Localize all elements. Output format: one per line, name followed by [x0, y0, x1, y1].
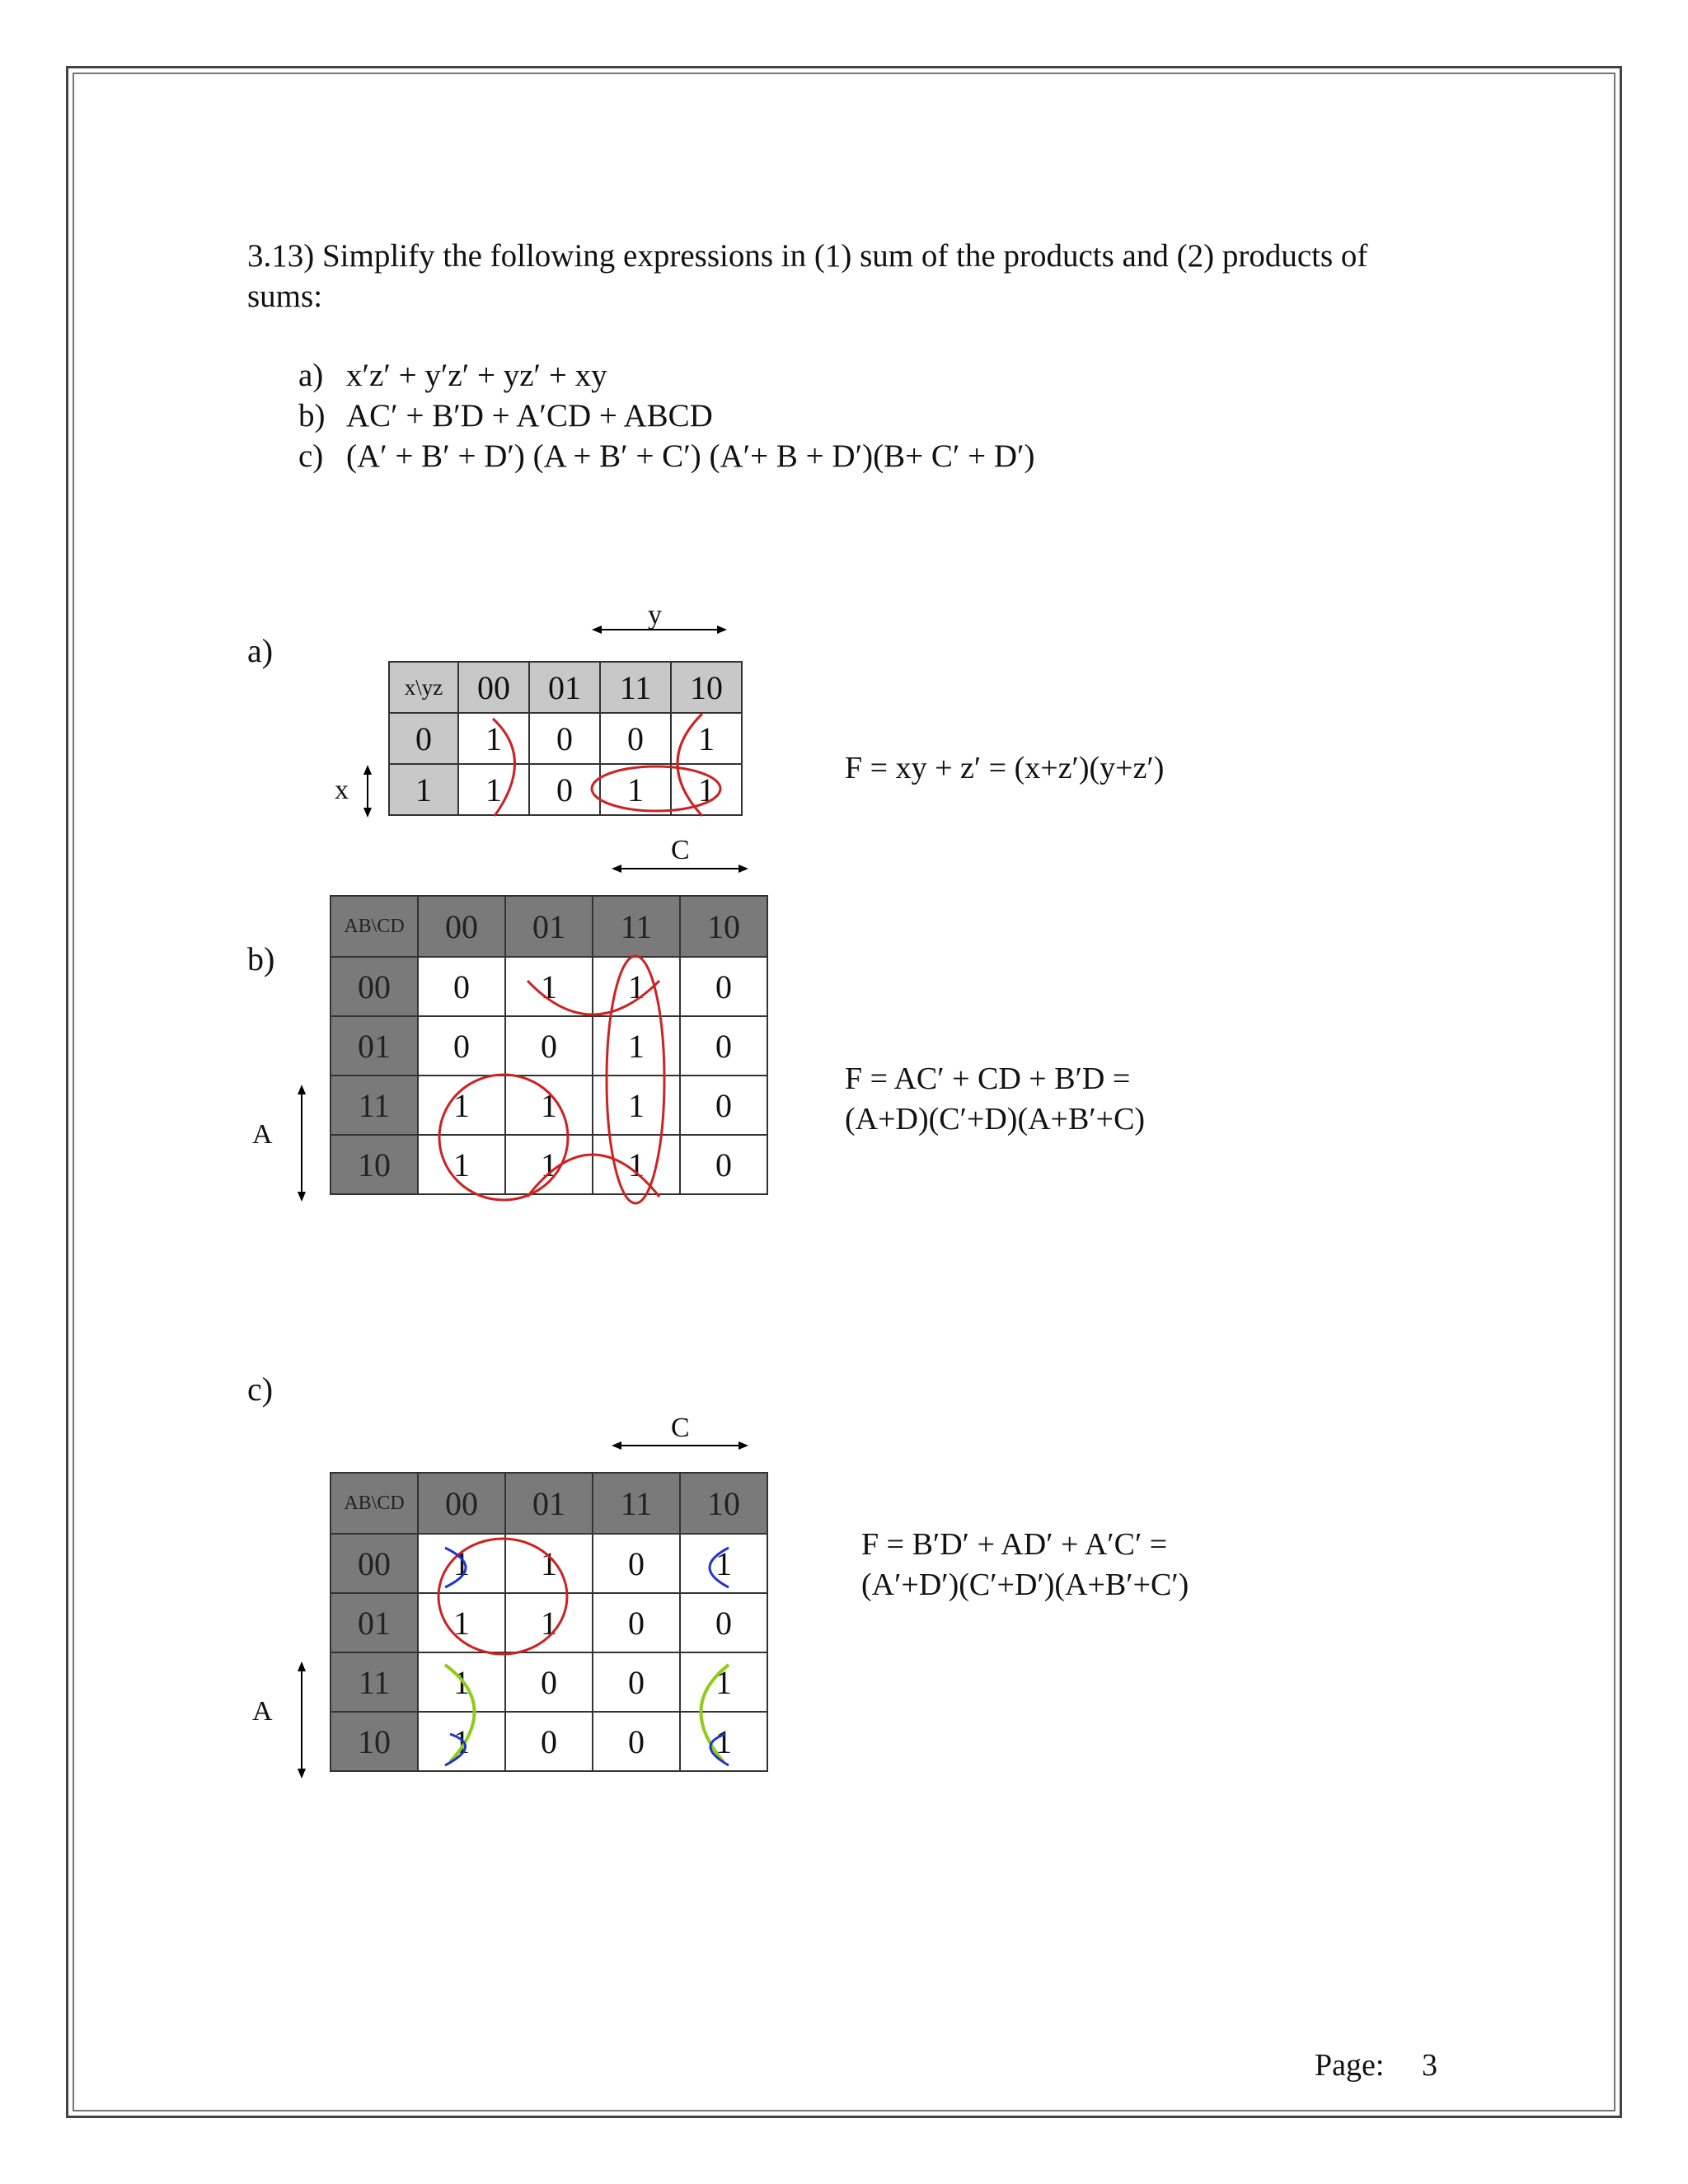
kmap-cell: 0: [593, 1652, 680, 1712]
item-a-marker: a): [298, 358, 324, 393]
kmap-cell: 1: [671, 713, 742, 764]
page-number: 3: [1422, 2048, 1437, 2083]
kmap-cell: 1: [680, 1712, 767, 1771]
kmap-corner-label: AB\CD: [331, 896, 418, 957]
kmap-row-header: 11: [331, 1652, 418, 1712]
kmap-col-header: 10: [680, 896, 767, 957]
kmap-row-header: 01: [331, 1593, 418, 1652]
kmap-cell: 1: [418, 1076, 505, 1135]
part-c-answer-line-1: F = B′D′ + AD′ + A′C′ =: [861, 1527, 1168, 1562]
kmap-cell: 1: [680, 1652, 767, 1712]
kmap-cell: 0: [418, 1016, 505, 1076]
kmap-cell: 0: [418, 957, 505, 1016]
part-c-kmap: [330, 1472, 768, 1772]
kmap-col-header: 00: [418, 896, 505, 957]
part-a-kmap: [388, 661, 743, 816]
kmap-cell: 0: [680, 1076, 767, 1135]
kmap-col-header: 11: [593, 1473, 680, 1534]
kmap-row-header: 1: [389, 764, 458, 815]
part-c-c-label: C: [671, 1413, 690, 1443]
kmap-row-header: 11: [331, 1076, 418, 1135]
kmap-col-header: 01: [505, 1473, 593, 1534]
kmap-cell: 0: [593, 1593, 680, 1652]
kmap-col-header: 10: [671, 662, 742, 713]
kmap-row-header: 00: [331, 957, 418, 1016]
question-line-1: 3.13) Simplify the following expressions in (1) sum of the products and (2) products of: [247, 238, 1368, 274]
kmap-col-header: 00: [458, 662, 529, 713]
part-b-answer-line-2: (A+D)(C′+D)(A+B′+C): [845, 1102, 1146, 1137]
kmap-cell: 1: [418, 1534, 505, 1593]
kmap-cell: 1: [593, 1135, 680, 1194]
kmap-cell: 1: [671, 764, 742, 815]
kmap-col-header: 10: [680, 1473, 767, 1534]
kmap-cell: 1: [593, 1016, 680, 1076]
kmap-cell: 1: [418, 1712, 505, 1771]
kmap-cell: 1: [418, 1593, 505, 1652]
kmap-cell: 1: [505, 1135, 593, 1194]
question-line-2: sums:: [247, 279, 323, 314]
kmap-corner-label: AB\CD: [331, 1473, 418, 1534]
page-label: Page:: [1315, 2048, 1385, 2083]
kmap-cell: 1: [505, 957, 593, 1016]
kmap-cell: 0: [680, 1016, 767, 1076]
kmap-col-header: 01: [505, 896, 593, 957]
part-a-x-label: x: [335, 775, 349, 805]
item-b-marker: b): [298, 398, 326, 434]
part-a-y-arrow: [592, 623, 727, 636]
part-a-label: a): [247, 632, 274, 669]
kmap-col-header: 11: [593, 896, 680, 957]
kmap-cell: 1: [458, 713, 529, 764]
item-a-expression: x′z′ + y′z′ + yz′ + xy: [346, 358, 607, 393]
part-c-label: c): [247, 1371, 274, 1408]
part-a-y-label: y: [648, 600, 662, 630]
part-b-a-label: A: [252, 1119, 273, 1150]
kmap-cell: 1: [593, 1076, 680, 1135]
part-c-a-arrow: [295, 1661, 308, 1779]
kmap-cell: 0: [593, 1534, 680, 1593]
kmap-cell: 0: [529, 764, 600, 815]
kmap-row-header: 0: [389, 713, 458, 764]
item-c-expression: (A′ + B′ + D′) (A + B′ + C′) (A′+ B + D′)(B+ C′ + D′): [346, 438, 1035, 474]
kmap-col-header: 01: [529, 662, 600, 713]
kmap-col-header: 00: [418, 1473, 505, 1534]
part-b-c-label: C: [671, 835, 690, 865]
kmap-cell: 0: [600, 713, 671, 764]
kmap-cell: 1: [680, 1534, 767, 1593]
kmap-row-header: 00: [331, 1534, 418, 1593]
kmap-cell: 1: [593, 957, 680, 1016]
part-b-a-arrow: [295, 1085, 308, 1202]
part-b-c-arrow: [612, 862, 748, 875]
kmap-cell: 0: [505, 1016, 593, 1076]
kmap-corner-label: x\yz: [389, 662, 458, 713]
part-c-answer-line-2: (A′+D′)(C′+D′)(A+B′+C′): [861, 1568, 1189, 1602]
part-c-a-label: A: [252, 1696, 273, 1727]
kmap-cell: 1: [505, 1534, 593, 1593]
kmap-cell: 0: [680, 957, 767, 1016]
part-b-label: b): [247, 940, 275, 977]
part-a-x-arrow: [361, 765, 374, 818]
kmap-cell: 1: [505, 1593, 593, 1652]
kmap-cell: 0: [593, 1712, 680, 1771]
kmap-row-header: 10: [331, 1135, 418, 1194]
kmap-cell: 0: [505, 1652, 593, 1712]
item-b-expression: AC′ + B′D + A′CD + ABCD: [346, 398, 713, 434]
kmap-cell: 1: [505, 1076, 593, 1135]
kmap-col-header: 11: [600, 662, 671, 713]
kmap-cell: 1: [418, 1652, 505, 1712]
kmap-row-header: 10: [331, 1712, 418, 1771]
kmap-cell: 1: [458, 764, 529, 815]
kmap-cell: 1: [418, 1135, 505, 1194]
kmap-cell: 0: [529, 713, 600, 764]
kmap-cell: 0: [680, 1135, 767, 1194]
kmap-cell: 0: [680, 1593, 767, 1652]
kmap-row-header: 01: [331, 1016, 418, 1076]
part-a-answer: F = xy + z′ = (x+z′)(y+z′): [845, 751, 1165, 785]
part-c-c-arrow: [612, 1439, 748, 1452]
kmap-cell: 1: [600, 764, 671, 815]
part-b-kmap: [330, 895, 768, 1195]
part-b-answer-line-1: F = AC′ + CD + B′D =: [845, 1062, 1131, 1096]
item-c-marker: c): [298, 438, 324, 474]
kmap-cell: 0: [505, 1712, 593, 1771]
